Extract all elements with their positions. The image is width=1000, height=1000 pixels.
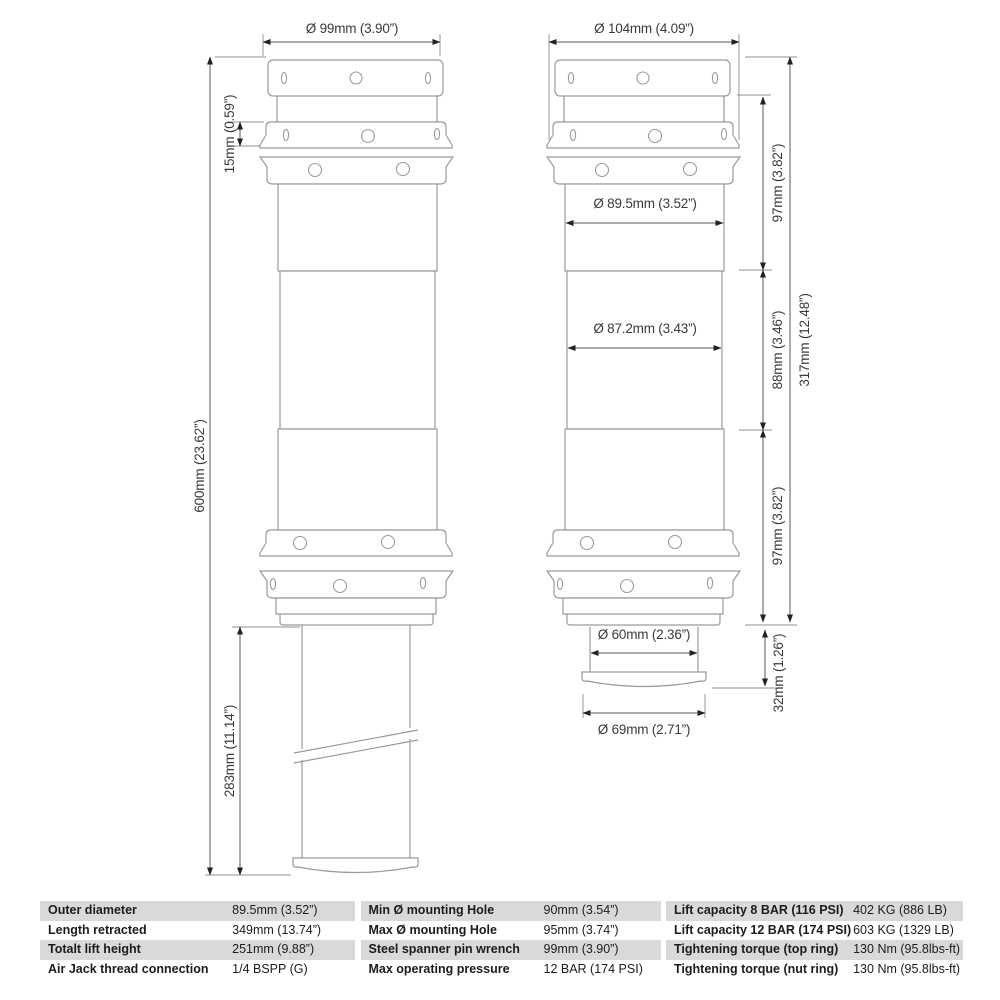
spec-label: Tightening torque (top ring) xyxy=(666,940,853,960)
dim-label-collar-height: 15mm (0.59”) xyxy=(222,94,237,174)
spec-label: Length retracted xyxy=(48,922,147,937)
spec-label: Totalt lift height xyxy=(40,940,232,960)
spec-value: 251mm (9.88”) xyxy=(232,940,355,960)
piston-foot xyxy=(293,858,418,873)
spec-value: 402 KG (886 LB) xyxy=(853,901,963,921)
spec-label: Min Ø mounting Hole xyxy=(361,901,544,921)
dim-label-upper-section: 97mm (3.82”) xyxy=(770,143,785,223)
spec-label: Steel spanner pin wrench xyxy=(361,940,544,960)
dim-label-foot-height: 32mm (1.26”) xyxy=(771,633,786,713)
spec-value: 12 BAR (174 PSI) xyxy=(543,961,643,976)
spec-value: 603 KG (1329 LB) xyxy=(853,922,954,937)
spec-label: Lift capacity 12 BAR (174 PSI) xyxy=(674,922,852,937)
spec-label: Tightening torque (nut ring) xyxy=(674,961,839,976)
break-lines xyxy=(294,730,418,763)
dim-label-upper-body-diameter: Ø 89.5mm (3.52”) xyxy=(593,196,697,211)
spec-value: 89.5mm (3.52”) xyxy=(232,901,355,921)
spec-value: 1/4 BSPP (G) xyxy=(232,961,308,976)
spec-group-dimensions xyxy=(40,901,355,979)
dim-label-retracted-height: 317mm (12.48”) xyxy=(797,293,812,387)
spec-value: 349mm (13.74”) xyxy=(232,922,322,937)
piston-foot xyxy=(582,672,706,687)
dim-label-lower-section: 97mm (3.82”) xyxy=(770,486,785,566)
spec-value: 90mm (3.54”) xyxy=(544,901,661,921)
spec-value: 130 Nm (95.8lbs-ft) xyxy=(853,961,961,976)
dim-label-stub-diameter: Ø 60mm (2.36”) xyxy=(597,627,691,642)
spec-label: Outer diameter xyxy=(40,901,232,921)
spec-value: 130 Nm (95.8lbs-ft) xyxy=(853,940,963,960)
dim-label-top-diameter-left: Ø 99mm (3.90”) xyxy=(305,21,399,36)
dim-label-mid-section: 88mm (3.46”) xyxy=(770,310,785,390)
spec-value: 99mm (3.90”) xyxy=(544,940,661,960)
dim-label-extended-height: 600mm (23.62”) xyxy=(192,419,207,513)
spec-label: Max Ø mounting Hole xyxy=(368,922,497,937)
right-jack-retracted-view xyxy=(547,60,740,687)
dim-label-foot-diameter: Ø 69mm (2.71”) xyxy=(597,722,691,737)
dim-label-mid-body-diameter: Ø 87.2mm (3.43”) xyxy=(593,321,697,336)
dim-label-piston-extension: 283mm (11.14”) xyxy=(222,704,237,798)
spec-label: Max operating pressure xyxy=(368,961,510,976)
dim-label-top-diameter-right: Ø 104mm (4.09”) xyxy=(594,21,694,36)
spec-value: 95mm (3.74”) xyxy=(543,922,619,937)
spec-label: Lift capacity 8 BAR (116 PSI) xyxy=(666,901,853,921)
spec-label: Air Jack thread connection xyxy=(48,961,209,976)
spec-group-capacity xyxy=(666,901,963,979)
spec-table xyxy=(40,901,963,979)
left-jack-extended-view xyxy=(260,60,453,873)
spec-group-mounting xyxy=(361,901,661,979)
